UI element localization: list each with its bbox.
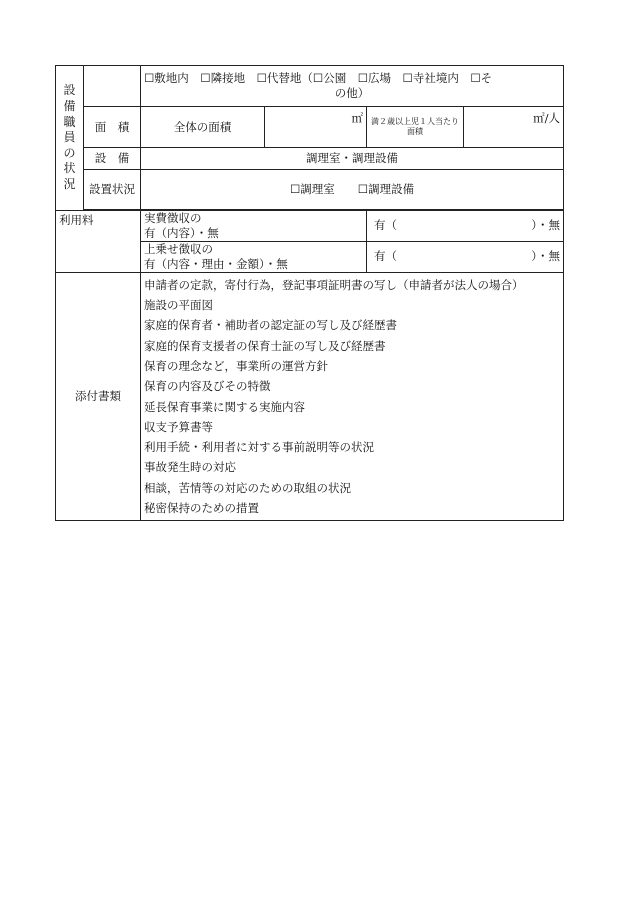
- attachment-item: 延長保育事業に関する実施内容: [144, 399, 305, 414]
- equipment-value: 調理室・調理設備: [141, 148, 564, 170]
- facility-form-table: [55, 65, 564, 521]
- attachment-item: 家庭的保育支援者の保育士証の写し及び経歴書: [144, 338, 386, 353]
- actual-fee-label: [141, 211, 367, 242]
- attachments-label: 添付書類: [56, 272, 141, 521]
- attachment-item: 相談，苦情等の対応のための取組の状況: [144, 480, 351, 495]
- attachment-item: 保育の理念など，事業所の運営方針: [144, 358, 328, 373]
- attachment-item: 施設の平面図: [144, 298, 213, 313]
- actual-fee-label-line2: 有（内容）・無: [144, 225, 219, 240]
- extra-fee-suffix: ）・無: [531, 249, 561, 264]
- attachment-item: 申請者の定款，寄付行為，登記事項証明書の写し（申請者が法人の場合）: [144, 277, 524, 292]
- header-char: 状: [63, 161, 76, 176]
- installation-options: ☐調理室 ☐調理設備: [141, 170, 564, 210]
- location-options-line1: ☐敷地内 ☐隣接地 ☐代替地（☐公園 ☐広場 ☐寺社境内 ☐そ: [144, 71, 493, 86]
- per-child-area-value: ㎡/人: [464, 107, 564, 148]
- attachment-item: 家庭的保育者・補助者の認定証の写し及び経歴書: [144, 318, 397, 333]
- actual-fee-value: [367, 211, 564, 242]
- header-char: 職: [63, 114, 76, 129]
- per-child-area-label: 満２歳以上児１人当たり面積: [367, 107, 464, 148]
- header-char: 設: [63, 83, 76, 98]
- attachment-item: 保育の内容及びその特徴: [144, 379, 271, 394]
- actual-fee-prefix: 有（: [374, 218, 397, 233]
- attachment-item: 利用手続・利用者に対する事前説明等の状況: [144, 440, 374, 455]
- location-options-line2: の他）: [334, 86, 370, 100]
- installation-label: 設置状況: [84, 170, 141, 210]
- header-char: 備: [63, 99, 76, 114]
- extra-fee-label: [141, 241, 367, 272]
- header-char: 況: [63, 176, 76, 191]
- extra-fee-value: [367, 241, 564, 272]
- total-area-label: 全体の面積: [141, 107, 265, 148]
- header-char: 員: [63, 130, 76, 145]
- attachment-item: 秘密保持のための措置: [144, 501, 259, 516]
- extra-fee-label-line2: 有（内容・理由・金額）・無: [144, 256, 288, 271]
- actual-fee-suffix: ）・無: [531, 218, 561, 233]
- attachment-item: 事故発生時の対応: [144, 460, 236, 475]
- extra-fee-prefix: 有（: [374, 249, 397, 264]
- facility-staff-status-header: [56, 66, 84, 211]
- actual-fee-label-line1: 実費徴収の: [144, 211, 202, 225]
- area-label: 面 積: [84, 107, 141, 148]
- attachment-item: 収支予算書等: [144, 419, 213, 434]
- equipment-label: 設 備: [84, 148, 141, 170]
- total-area-value: ㎡: [265, 107, 367, 148]
- fee-label: 利用料: [56, 211, 141, 273]
- location-options-cell: [141, 66, 564, 107]
- attachments-list: [141, 272, 564, 521]
- header-char: の: [63, 145, 76, 160]
- extra-fee-label-line1: 上乗せ徴収の: [144, 241, 213, 256]
- location-label-cell: [84, 66, 141, 107]
